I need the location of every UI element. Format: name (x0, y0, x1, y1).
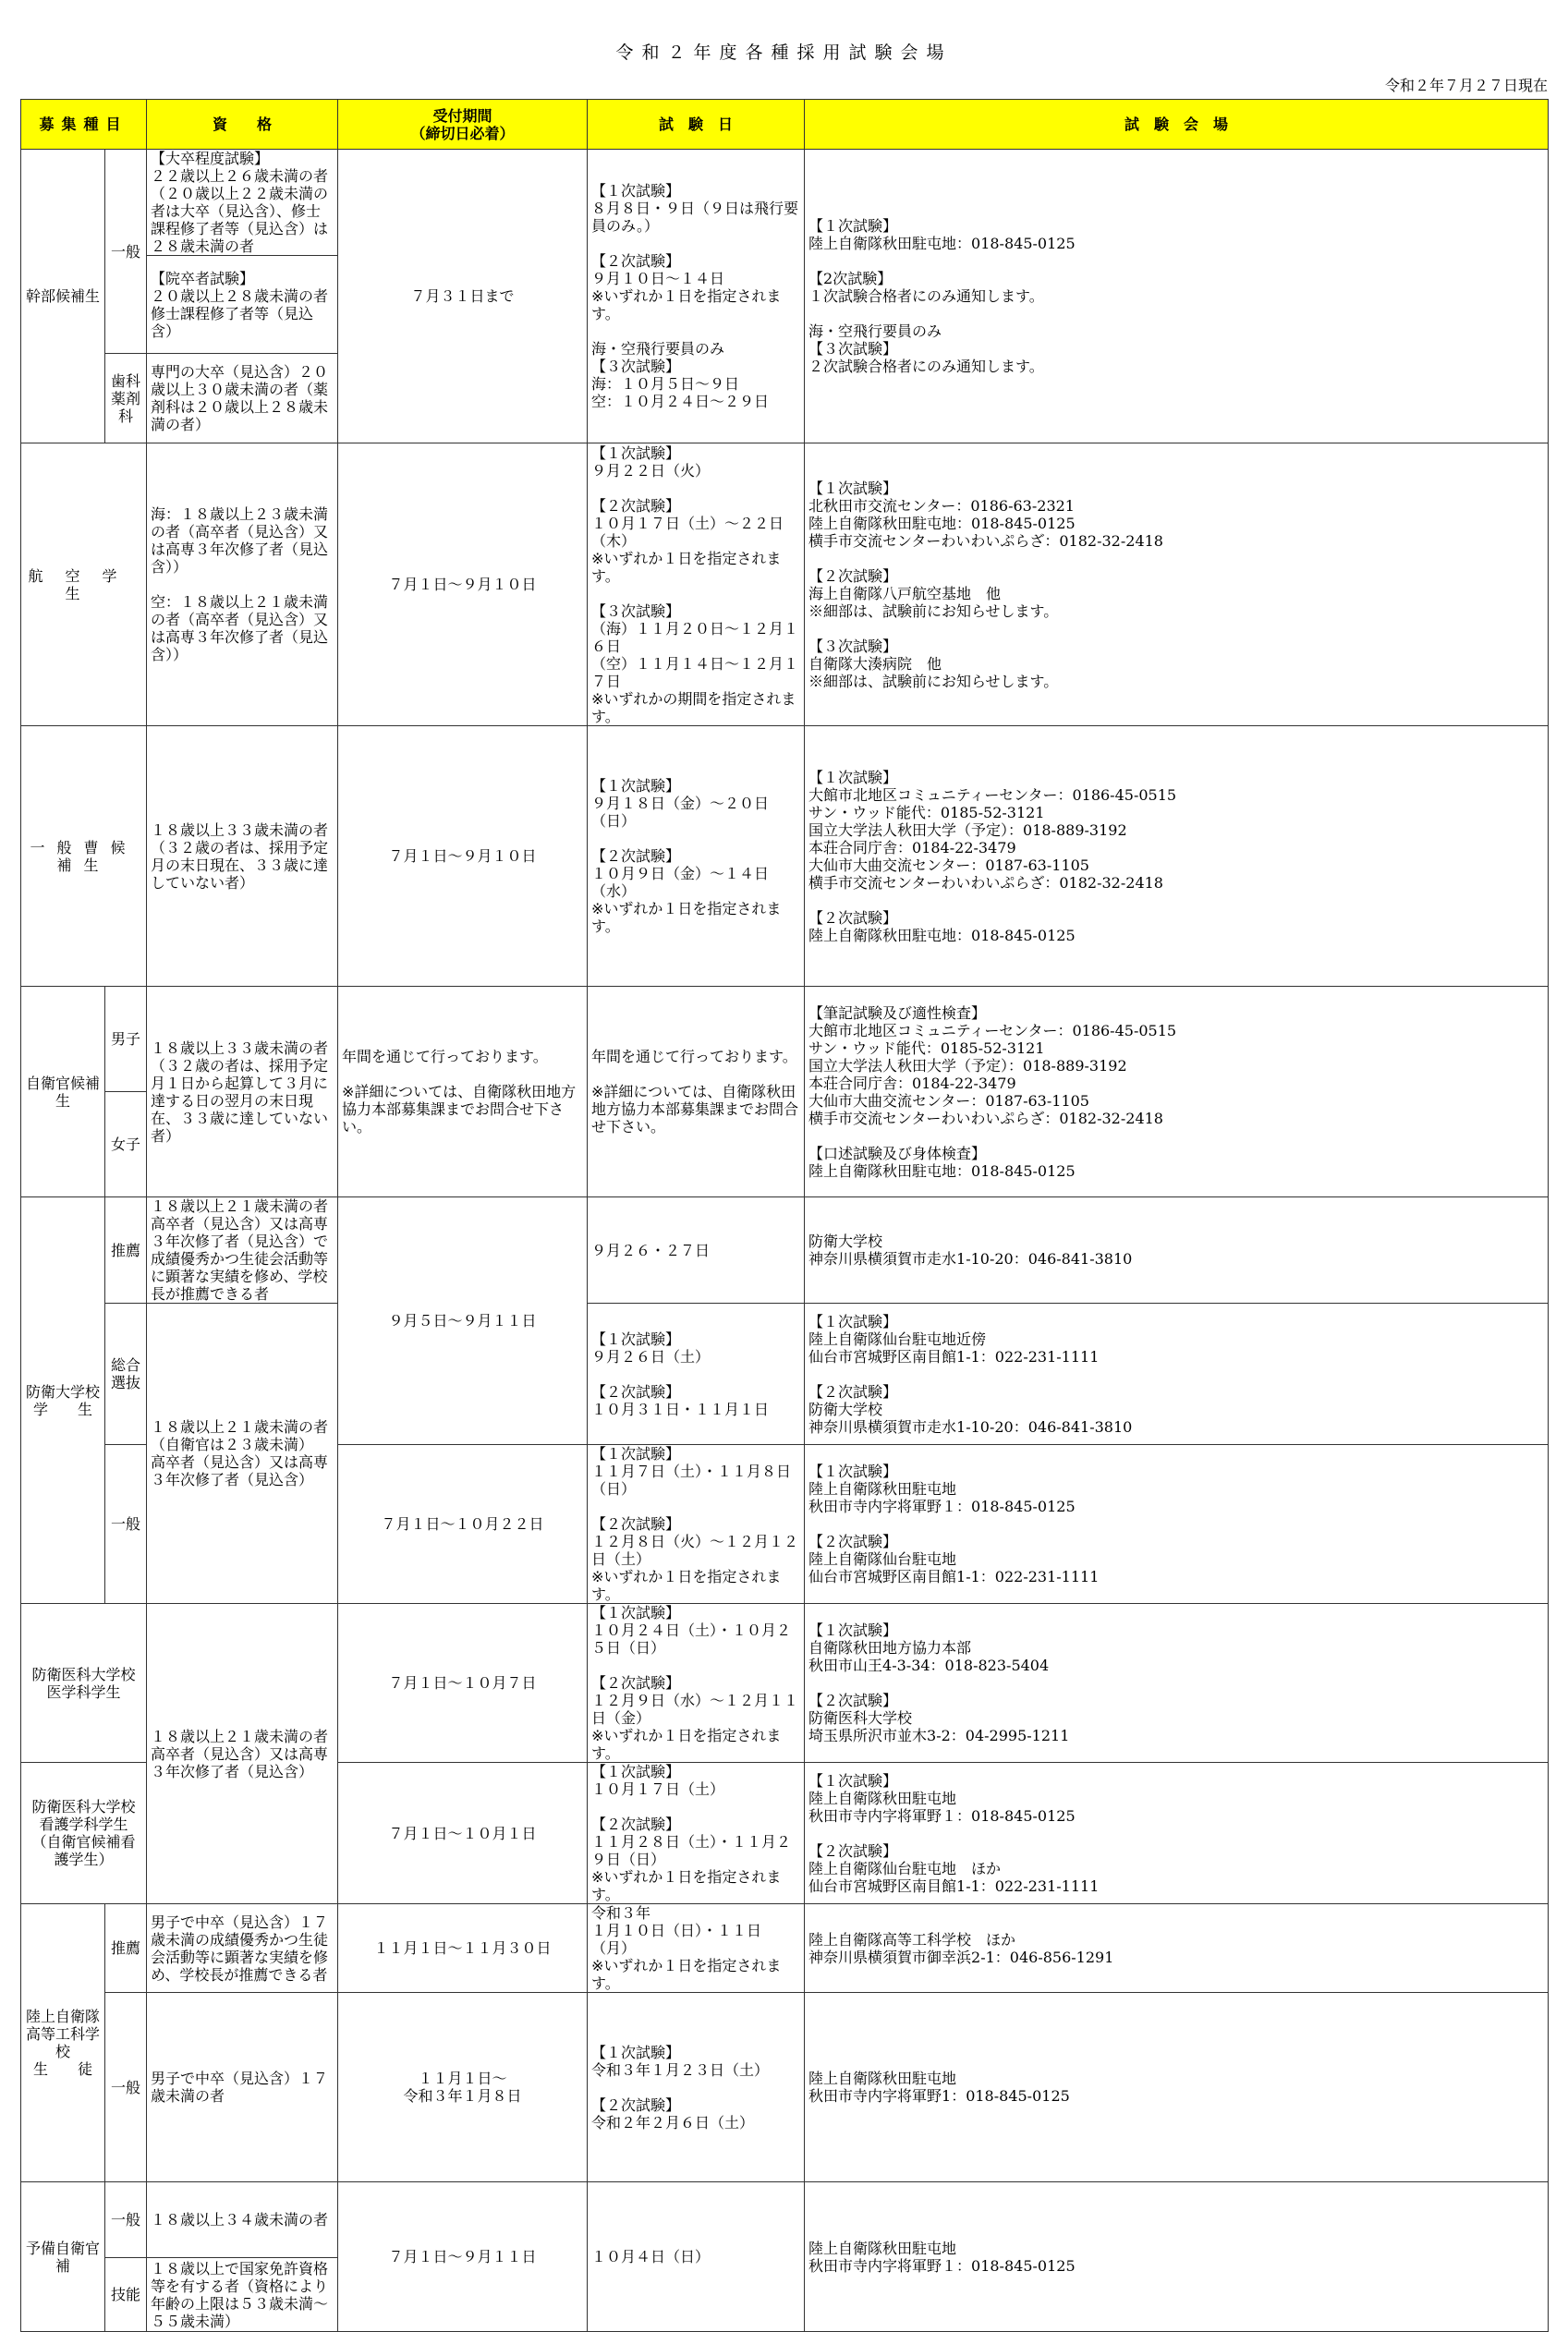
venue-kanbu: 【１次試験】 陸上自衛隊秋田駐屯地：018-845-0125 【2次試験】 １次試験合格者にのみ通知します。 海・空飛行要員のみ 【３次試験】 ２次試験合格者にのみ通知します。 (805, 150, 1549, 443)
venue-jieikan: 【筆記試験及び適性検査】 大館市北地区コミュニティーセンター：0186-45-0515 サン・ウッド能代：0185-52-3121 国立大学法人秋田大学（予定）：018-889-3192 本荘合同庁舎：0184-22-3479 大仙市大曲交流センター：0187-63-1105 横手市交流センターわいわいぷらざ：0182-32-2418 【口述試験及び身体検査】 陸上自衛隊秋田駐屯地：018-845-0125 (805, 987, 1549, 1197)
header-period-line2: （締切日必着） (410, 124, 515, 142)
sub-boudai-ippan: 一般 (105, 1445, 147, 1604)
table-row (21, 987, 1549, 1092)
exam-idai-kango: 【１次試験】 １０月１７日（土） 【２次試験】 １１月２８日（土）・１１月２９日（日） ※いずれか１日を指定されます。 (588, 1763, 805, 1904)
qual-jieikan: １８歳以上３３歳未満の者 （３２歳の者は、採用予定月１日から起算して３月に達する日の翌月の末日現在、３３歳に達していない者） (147, 987, 338, 1197)
qual-yobi-ginou: １８歳以上で国家免許資格等を有する者（資格により年齢の上限は５３歳未満～５５歳未満） (147, 2258, 338, 2332)
sub-boudai-suisen: 推薦 (105, 1197, 147, 1304)
category-koku: 航空学生 (21, 443, 147, 726)
category-koukou: 陸上自衛隊 高等工科学校 生 徒 (21, 1904, 105, 2182)
sub-koukou-suisen: 推薦 (105, 1904, 147, 1993)
sub-kanbu-shika: 歯科 薬剤科 (105, 354, 147, 443)
exam-jieikan: 年間を通じて行っております。 ※詳細については、自衛隊秋田地方協力本部募集課までお問合せ下さい。 (588, 987, 805, 1197)
sub-koukou-ippan: 一般 (105, 1993, 147, 2182)
period-koukou-ippan: １１月１日～ 令和３年１月８日 (338, 1993, 588, 2182)
sub-jieikan-female: 女子 (105, 1092, 147, 1197)
document-title: 令和２年度各種採用試験会場 (615, 43, 953, 63)
category-ippan-sou: 一般曹候補生 (21, 726, 147, 987)
qual-kanbu-insotsu: 【院卒者試験】 ２０歳以上２８歳未満の者 修士課程修了者等（見込含） (147, 256, 338, 354)
period-idai-igaku: ７月１日～１０月７日 (338, 1604, 588, 1763)
qual-boudai-other: １８歳以上２１歳未満の者 （自衛官は２３歳未満） 高卒者（見込含）又は高専３年次修了者（見込含） (147, 1304, 338, 1604)
qual-kanbu-daisotsu: 【大卒程度試験】 ２２歳以上２６歳未満の者 （２０歳以上２２歳未満の者は大卒（見込含）、修士課程修了者等（見込含）は２８歳未満の者 (147, 150, 338, 256)
sub-yobi-ippan: 一般 (105, 2182, 147, 2258)
exam-ippan-sou: 【１次試験】 ９月１８日（金）～２０日（日） 【２次試験】 １０月９日（金）～１４日（水） ※いずれか１日を指定されます。 (588, 726, 805, 987)
exam-kanbu: 【１次試験】 ８月８日・９日（９日は飛行要員のみ。） 【２次試験】 ９月１０日～１４日 ※いずれか１日を指定されます。 海・空飛行要員のみ 【３次試験】 海：１０月５日～９日 空：１０月２４日～２９日 (588, 150, 805, 443)
table-row (21, 150, 1549, 256)
venue-ippan-sou: 【１次試験】 大館市北地区コミュニティーセンター：0186-45-0515 サン・ウッド能代：0185-52-3121 国立大学法人秋田大学（予定）：018-889-3192 本荘合同庁舎：0184-22-3479 大仙市大曲交流センター：0187-63-1105 横手市交流センターわいわいぷらざ：0182-32-2418 【２次試験】 陸上自衛隊秋田駐屯地：018-845-0125 (805, 726, 1549, 987)
exam-boudai-ippan: 【１次試験】 １１月７日（土）・１１月８日（日） 【２次試験】 １２月８日（火）～１２月１２日（土） ※いずれか１日を指定されます。 (588, 1445, 805, 1604)
as-of-date: 令和２年７月２７日現在 (1384, 77, 1548, 94)
table-row (21, 2182, 1549, 2258)
sub-jieikan-male: 男子 (105, 987, 147, 1092)
category-boudai: 防衛大学校 学 生 (21, 1197, 105, 1604)
table-row (21, 1904, 1549, 1993)
exam-schedule-table (20, 99, 1549, 2332)
category-kanbu: 幹部候補生 (21, 150, 105, 443)
period-boudai-1: ９月５日～９月１１日 (338, 1197, 588, 1445)
qual-boudai-suisen: １８歳以上２１歳未満の者 高卒者（見込含）又は高専３年次修了者（見込含）で成績優秀かつ生徒会活動等に顕著な実績を修め、学校長が推薦できる者 (147, 1197, 338, 1304)
header-exam-date: 試 験 日 (588, 100, 805, 150)
sub-kanbu-ippan: 一般 (105, 150, 147, 354)
qual-koukou-ippan: 男子で中卒（見込含）１７歳未満の者 (147, 1993, 338, 2182)
venue-koukou-ippan: 陸上自衛隊秋田駐屯地 秋田市寺内字将軍野1：018-845-0125 (805, 1993, 1549, 2182)
venue-boudai-sougou: 【１次試験】 陸上自衛隊仙台駐屯地近傍 仙台市宮城野区南目館1-1：022-231-1111 【２次試験】 防衛大学校 神奈川県横須賀市走水1-10-20：046-841-3810 (805, 1304, 1549, 1445)
table-row (21, 1197, 1549, 1304)
header-row (21, 100, 1549, 150)
header-category: 募集種目 (21, 100, 147, 150)
qual-idai: １８歳以上２１歳未満の者 高卒者（見込含）又は高専３年次修了者（見込含） (147, 1604, 338, 1904)
sub-boudai-sougou: 総合 選抜 (105, 1304, 147, 1445)
category-jieikan: 自衛官候補生 (21, 987, 105, 1197)
qual-ippan-sou: １８歳以上３３歳未満の者 （３２歳の者は、採用予定月の末日現在、３３歳に達していない者） (147, 726, 338, 987)
exam-koukou-suisen: 令和３年 １月１０日（日）・１１日（月） ※いずれか１日を指定されます。 (588, 1904, 805, 1993)
sub-yobi-ginou: 技能 (105, 2258, 147, 2332)
period-boudai-2: ７月１日～１０月２２日 (338, 1445, 588, 1604)
venue-boudai-ippan: 【１次試験】 陸上自衛隊秋田駐屯地 秋田市寺内字将軍野１：018-845-0125 【２次試験】 陸上自衛隊仙台駐屯地 仙台市宮城野区南目館1-1：022-231-1111 (805, 1445, 1549, 1604)
category-yobi: 予備自衛官補 (21, 2182, 105, 2332)
exam-koku: 【１次試験】 ９月２２日（火） 【２次試験】 １０月１７日（土）～２２日（木） ※いずれか１日を指定されます。 【３次試験】 （海）１１月２０日～１２月１６日 （空）１１月１４日～１２月１７日 ※いずれかの期間を指定されます。 (588, 443, 805, 726)
header-qualification: 資 格 (147, 100, 338, 150)
venue-idai-igaku: 【１次試験】 自衛隊秋田地方協力本部 秋田市山王4-3-34：018-823-5404 【２次試験】 防衛医科大学校 埼玉県所沢市並木3-2：04-2995-1211 (805, 1604, 1549, 1763)
category-idai-igaku: 防衛医科大学校 医学科学生 (21, 1604, 147, 1763)
venue-yobi: 陸上自衛隊秋田駐屯地 秋田市寺内字将軍野１：018-845-0125 (805, 2182, 1549, 2332)
exam-boudai-sougou: 【１次試験】 ９月２６日（土） 【２次試験】 １０月３１日・１１月１日 (588, 1304, 805, 1445)
exam-yobi: １０月４日（日） (588, 2182, 805, 2332)
period-koukou-suisen: １１月１日～１１月３０日 (338, 1904, 588, 1993)
period-kanbu: ７月３１日まで (338, 150, 588, 443)
table-row (21, 443, 1549, 726)
exam-koukou-ippan: 【１次試験】 令和３年１月２３日（土） 【２次試験】 令和２年２月６日（土） (588, 1993, 805, 2182)
header-period-line1: 受付期間 (432, 106, 492, 125)
table-row (21, 1304, 1549, 1445)
period-ippan-sou: ７月１日～９月１０日 (338, 726, 588, 987)
period-yobi: ７月１日～９月１１日 (338, 2182, 588, 2332)
venue-boudai-suisen: 防衛大学校 神奈川県横須賀市走水1-10-20：046-841-3810 (805, 1197, 1549, 1304)
qual-kanbu-shika: 専門の大卒（見込含）２０歳以上３０歳未満の者（薬剤科は２０歳以上２８歳未満の者） (147, 354, 338, 443)
venue-koukou-suisen: 陸上自衛隊高等工科学校 ほか 神奈川県横須賀市御幸浜2-1：046-856-1291 (805, 1904, 1549, 1993)
qual-yobi-ippan: １８歳以上３４歳未満の者 (147, 2182, 338, 2258)
table-row (21, 1604, 1549, 1763)
qual-koku: 海：１８歳以上２３歳未満の者（高卒者（見込含）又は高専３年次修了者（見込含）） 空：１８歳以上２１歳未満の者（高卒者（見込含）又は高専３年次修了者（見込含）） (147, 443, 338, 726)
exam-idai-igaku: 【１次試験】 １０月２４日（土）・１０月２５日（日） 【２次試験】 １２月９日（水）～１２月１１日（金） ※いずれか１日を指定されます。 (588, 1604, 805, 1763)
period-koku: ７月１日～９月１０日 (338, 443, 588, 726)
table-row (21, 1993, 1549, 2182)
period-idai-kango: ７月１日～１０月１日 (338, 1763, 588, 1904)
header-period (338, 100, 588, 150)
venue-idai-kango: 【１次試験】 陸上自衛隊秋田駐屯地 秋田市寺内字将軍野１：018-845-0125 【２次試験】 陸上自衛隊仙台駐屯地 ほか 仙台市宮城野区南目館1-1：022-231-1111 (805, 1763, 1549, 1904)
category-idai-kango: 防衛医科大学校 看護学科学生 （自衛官候補看護学生） (21, 1763, 147, 1904)
exam-boudai-suisen: ９月２６・２７日 (588, 1197, 805, 1304)
header-venue: 試 験 会 場 (805, 100, 1549, 150)
qual-koukou-suisen: 男子で中卒（見込含）１７歳未満の成績優秀かつ生徒会活動等に顕著な実績を修め、学校長が推薦できる者 (147, 1904, 338, 1993)
period-jieikan: 年間を通じて行っております。 ※詳細については、自衛隊秋田地方協力本部募集課までお問合せ下さい。 (338, 987, 588, 1197)
venue-koku: 【１次試験】 北秋田市交流センター：0186-63-2321 陸上自衛隊秋田駐屯地：018-845-0125 横手市交流センターわいわいぷらざ：0182-32-2418 【２次試験】 海上自衛隊八戸航空基地 他 ※細部は、試験前にお知らせします。 【３次試験】 自衛隊大湊病院 他 ※細部は、試験前にお知らせします。 (805, 443, 1549, 726)
table-row (21, 726, 1549, 987)
